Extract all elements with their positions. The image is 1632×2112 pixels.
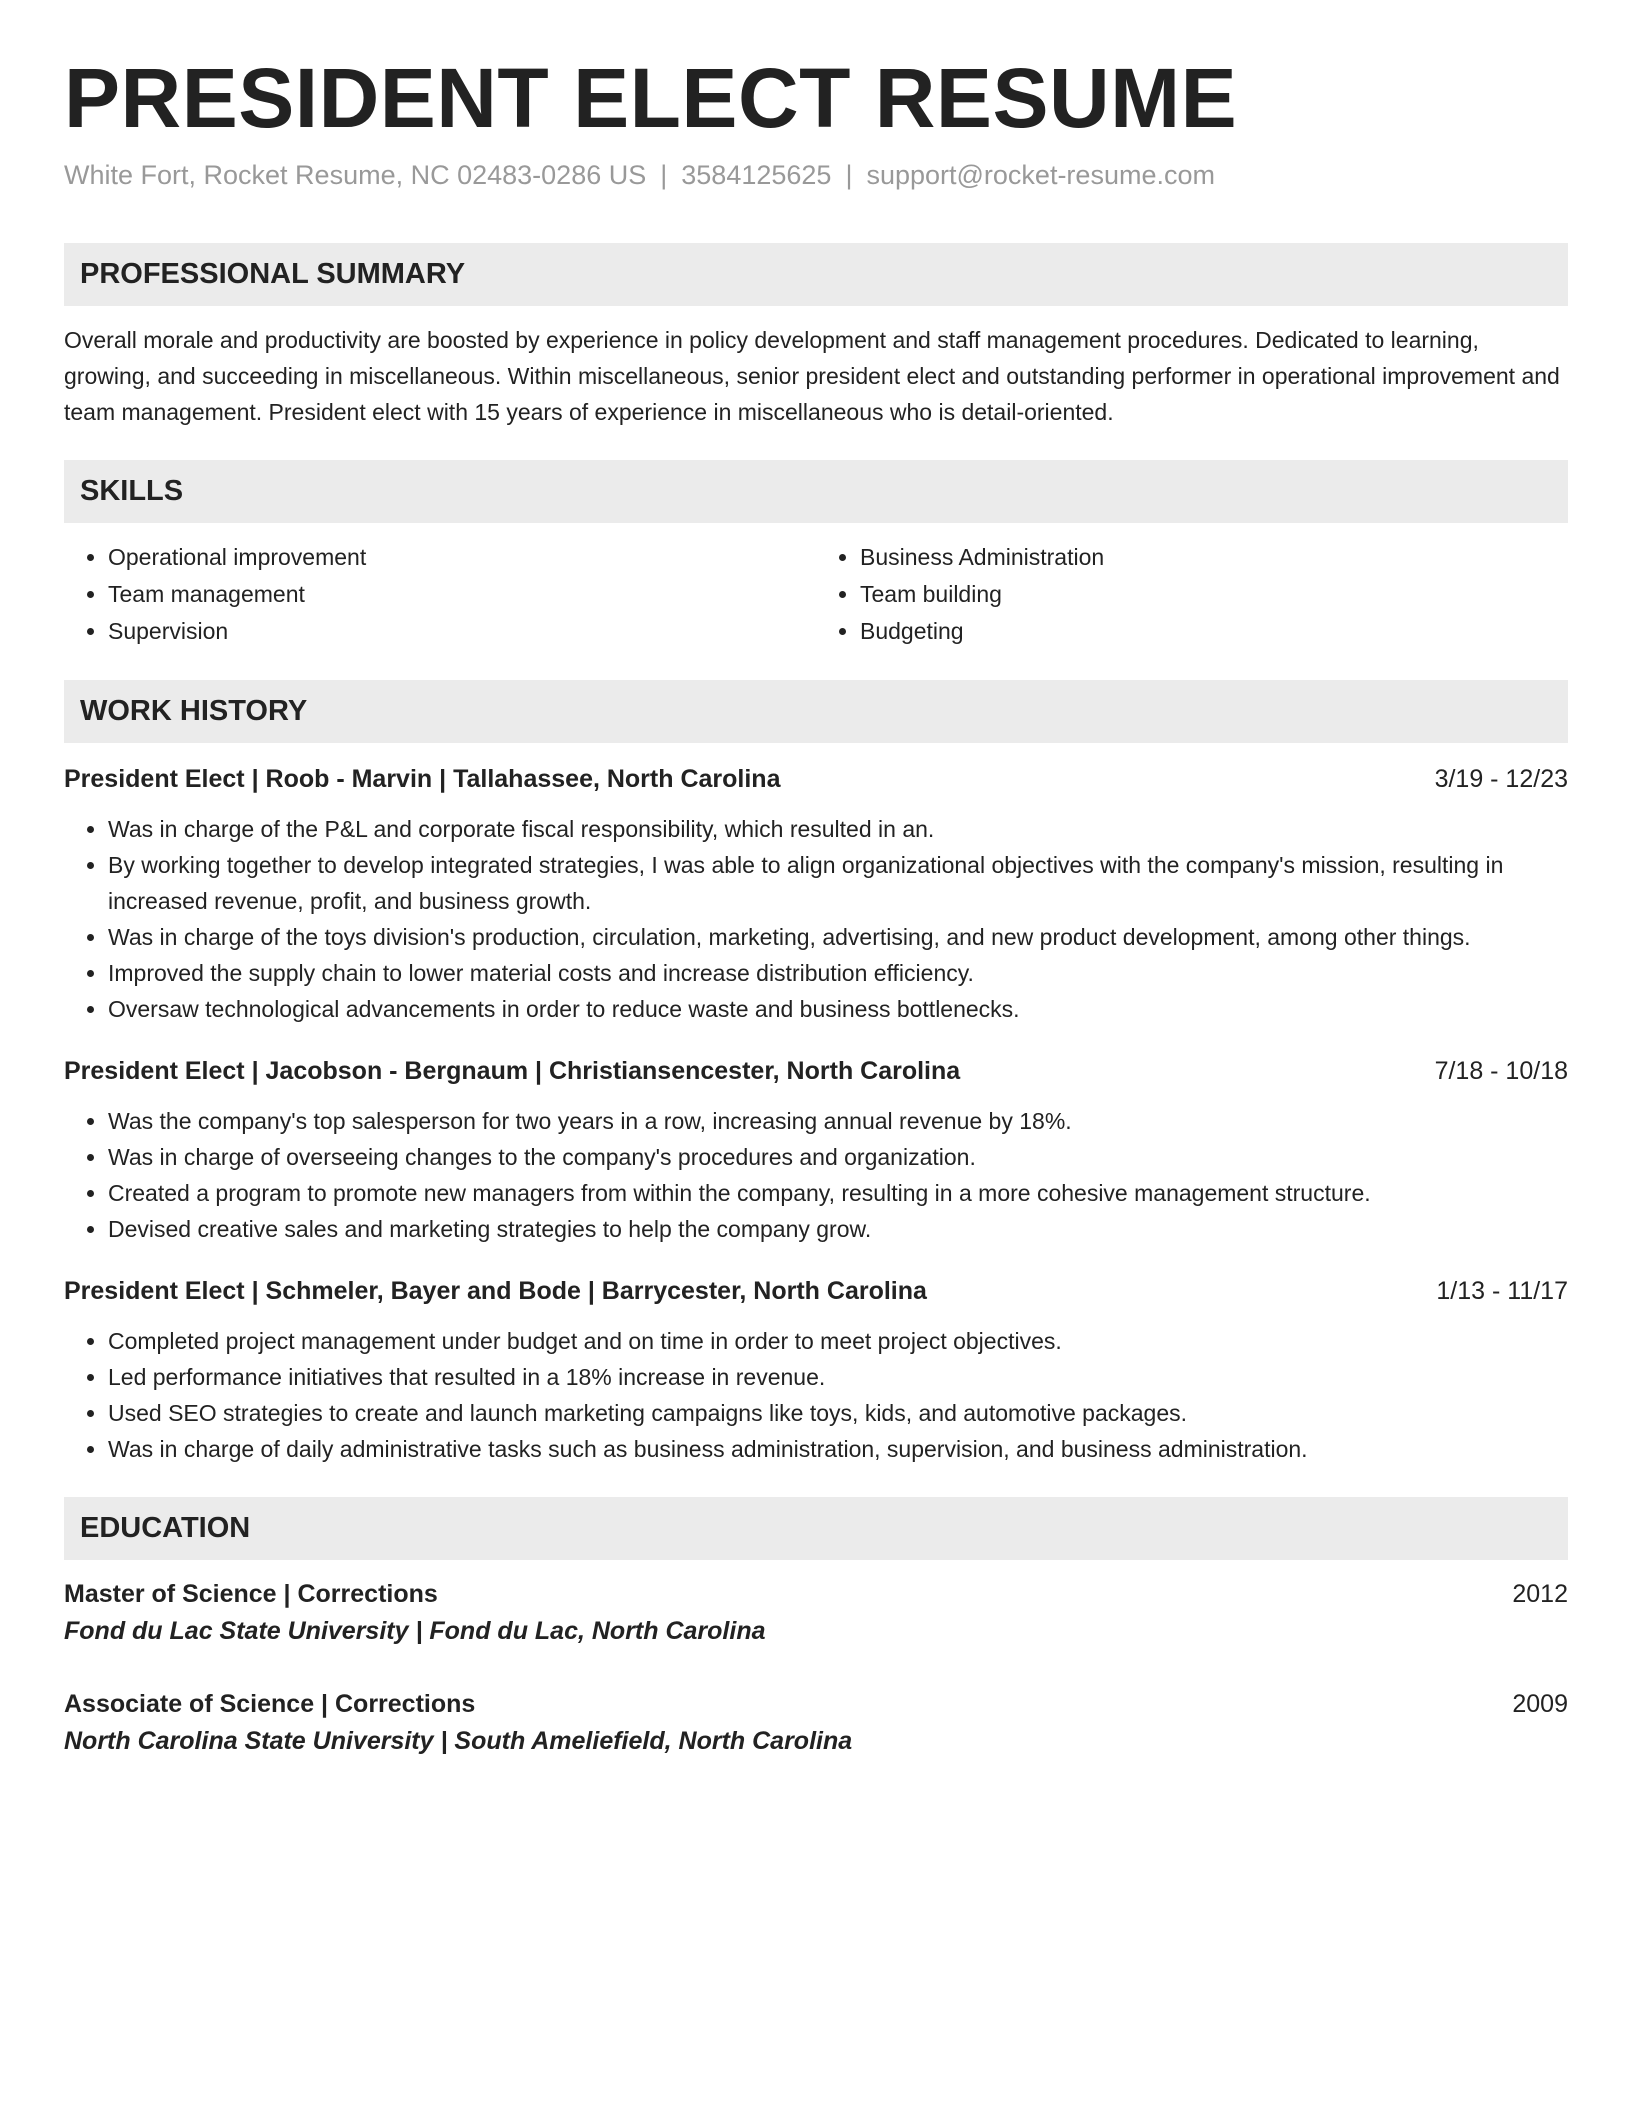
job-bullet: • Oversaw technological advancements in order to reduce waste and business bottlenecks. xyxy=(108,991,1568,1027)
job-entry xyxy=(64,1273,1568,1467)
skill-item: • Business Administration xyxy=(860,539,1568,576)
contact-line xyxy=(64,158,1568,193)
job-dates: 1/13 - 11/17 xyxy=(1436,1277,1568,1306)
job-bullet: • Created a program to promote new managers from within the company, resulting in a more cohesive management structure. xyxy=(108,1175,1568,1211)
skills-list xyxy=(64,539,1568,650)
job-bullets xyxy=(64,1323,1568,1467)
contact-address: White Fort, Rocket Resume, NC 02483-0286 US xyxy=(64,160,647,191)
contact-email: support@rocket-resume.com xyxy=(866,160,1215,191)
contact-separator: | xyxy=(660,160,668,191)
job-bullet: • Completed project management under budget and on time in order to meet project objectives. xyxy=(108,1323,1568,1359)
job-bullet: • Improved the supply chain to lower material costs and increase distribution efficiency. xyxy=(108,955,1568,991)
summary-heading: PROFESSIONAL SUMMARY xyxy=(64,243,1568,306)
job-bullet: • Was in charge of the P&L and corporate fiscal responsibility, which resulted in an. xyxy=(108,811,1568,847)
job-bullet: • Used SEO strategies to create and launch marketing campaigns like toys, kids, and automotive packages. xyxy=(108,1395,1568,1431)
education-year: 2009 xyxy=(1512,1690,1568,1719)
education-entry xyxy=(64,1576,1568,1650)
education-heading: EDUCATION xyxy=(64,1497,1568,1560)
job-bullet: • By working together to develop integrated strategies, I was able to align organizational objectives with the company's mission, resulting in increased revenue, profit, and business growth. xyxy=(108,847,1568,919)
contact-separator: | xyxy=(845,160,853,191)
job-bullet: • Was in charge of daily administrative tasks such as business administration, supervision, and business administration. xyxy=(108,1431,1568,1467)
skill-item: • Supervision xyxy=(108,613,816,650)
job-bullets xyxy=(64,1103,1568,1247)
education-entry xyxy=(64,1686,1568,1760)
education-year: 2012 xyxy=(1512,1580,1568,1609)
job-header xyxy=(64,761,1568,797)
job-bullet: • Devised creative sales and marketing strategies to help the company grow. xyxy=(108,1211,1568,1247)
skill-item: • Budgeting xyxy=(860,613,1568,650)
work-history-heading: WORK HISTORY xyxy=(64,680,1568,743)
education-school: North Carolina State University | South Ameliefield, North Carolina xyxy=(64,1727,853,1756)
education-header xyxy=(64,1576,1568,1612)
job-bullet: • Was in charge of overseeing changes to the company's procedures and organization. xyxy=(108,1139,1568,1175)
skills-heading: SKILLS xyxy=(64,460,1568,523)
skill-item: • Team building xyxy=(860,576,1568,613)
skills-column-right xyxy=(816,539,1568,650)
job-header xyxy=(64,1053,1568,1089)
job-dates: 3/19 - 12/23 xyxy=(1434,765,1568,794)
skills-column-left xyxy=(64,539,816,650)
job-bullet: • Was in charge of the toys division's production, circulation, marketing, advertising, and new product development, among other things. xyxy=(108,919,1568,955)
education-school: Fond du Lac State University | Fond du Lac, North Carolina xyxy=(64,1617,766,1646)
contact-phone: 3584125625 xyxy=(681,160,832,191)
summary-text: Overall morale and productivity are boosted by experience in policy development and staff management procedures. Dedicated to learning, growing, and succeeding in miscellaneous. Within miscellaneous, senior president elect and outstanding performer in operational improvement and team management. President elect with 15 years of experience in miscellaneous who is detail-oriented. xyxy=(64,327,1560,426)
job-bullets xyxy=(64,811,1568,1027)
education-header xyxy=(64,1686,1568,1722)
job-bullet: • Led performance initiatives that resulted in a 18% increase in revenue. xyxy=(108,1359,1568,1395)
skill-item: • Team management xyxy=(108,576,816,613)
job-title: President Elect | Jacobson - Bergnaum | Christiansencester, North Carolina xyxy=(64,1057,961,1086)
education-degree: Master of Science | Corrections xyxy=(64,1580,438,1609)
resume-title: PRESIDENT ELECT RESUME xyxy=(64,51,1238,145)
job-title: President Elect | Schmeler, Bayer and Bode | Barrycester, North Carolina xyxy=(64,1277,927,1306)
job-bullet: • Was the company's top salesperson for two years in a row, increasing annual revenue by 18%. xyxy=(108,1103,1568,1139)
job-entry xyxy=(64,1053,1568,1247)
skill-item: • Operational improvement xyxy=(108,539,816,576)
job-entry xyxy=(64,761,1568,1027)
education-degree: Associate of Science | Corrections xyxy=(64,1690,476,1719)
job-dates: 7/18 - 10/18 xyxy=(1434,1057,1568,1086)
job-title: President Elect | Roob - Marvin | Tallahassee, North Carolina xyxy=(64,765,781,794)
job-header xyxy=(64,1273,1568,1309)
